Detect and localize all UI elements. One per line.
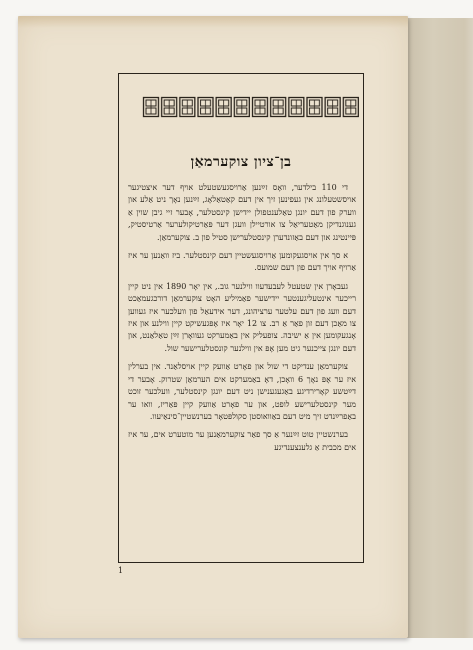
paragraph-4: צוקערמאַן ענדיקט די שול און פאָרט אַוועק קיין אויסלאַנד. אין בערלין איז ער אָפּ נאָך 6 וואָכן, דאָ באַמערקט אים הערמאַן שטרוק. אָבער די דײַטשע קאָרירדיגע באַגעגענישן ניט דעם יונגן קינסטלער, וועלכער זוכט מער קינסטלערישע לופט, און ער פאָרט אַוועק קיין פּאַריז, וואו ער באַפרײַנדט זיך מיט דעם באַוואוסטן סקולפּטאָר בערנשטיין־סינאַיעוו. [128, 362, 356, 421]
page-number: 1 [118, 566, 124, 575]
backing-sheet [404, 18, 473, 638]
paragraph-5: בערנשטיין טוט זײַנער אַ סך פאַר צוקערמאַנען ער מוטערט אים, ער איז אים מכבית אַ גלענצענדיגע [128, 430, 356, 452]
decorative-ornament-band [142, 96, 360, 118]
paragraph-3: געבאָרן אין שטעטל לעבעדעוו ווילנער גוב., אין יאָר 1890 אין ניט קיין רייכער אינטעליגענטער יידישער פאַמיליע האָט צוקערמאַן דורכגעמאַכט דעם וועג פון דעם עלטער ערציהונג, דער אידעאַל פון וועלכער איז געווען צו מאַכן דעם זון פאַר אַ רב. צו 12 יאָר איז אָפּגעשיקט קיין ווילנע און איז אָנגעקומען אין אַ ישיבה. צופעליק אין באַמערקט געוואָרן זײַן טאַלאַנט, און דעם יונגן צייכנער גיט מען אָפּ אין ווילנער קונסטלערישער שול. [128, 281, 356, 353]
paragraph-2: א סך אין אויסגעקומען אַרויסגעשטיין דעם קינסטלער. ביז וואַנען ער איז אַרויף אויך דעם פון דעם שמועס. [128, 251, 356, 273]
paragraph-1: די 110 בילדער, וואָס זײַנען אַרויסגעשטעלט אויף דער איצטיגער אויסשטעלונג אין געפינען זיך אין דעם קאַטאַלאָג, זײַנען נאָך ניט אַלע און ווערק פון דעם יונגן טאַלענטפולן יידישן קינסטלער, אָבער זיי גיבן שוין אַ גענוגנדיקן מאַטעריאַל צו אורטיילן וועגן דער פּאַרטיקולערער אַרטיסטיק, פּיינטינג און דעם באַזונדערן קינסטלערישן סטיל פון ב. צוקערמאַן. [128, 183, 356, 242]
article-title: בן־ציון צוקערמאַן [190, 154, 292, 170]
article-body [128, 182, 356, 548]
